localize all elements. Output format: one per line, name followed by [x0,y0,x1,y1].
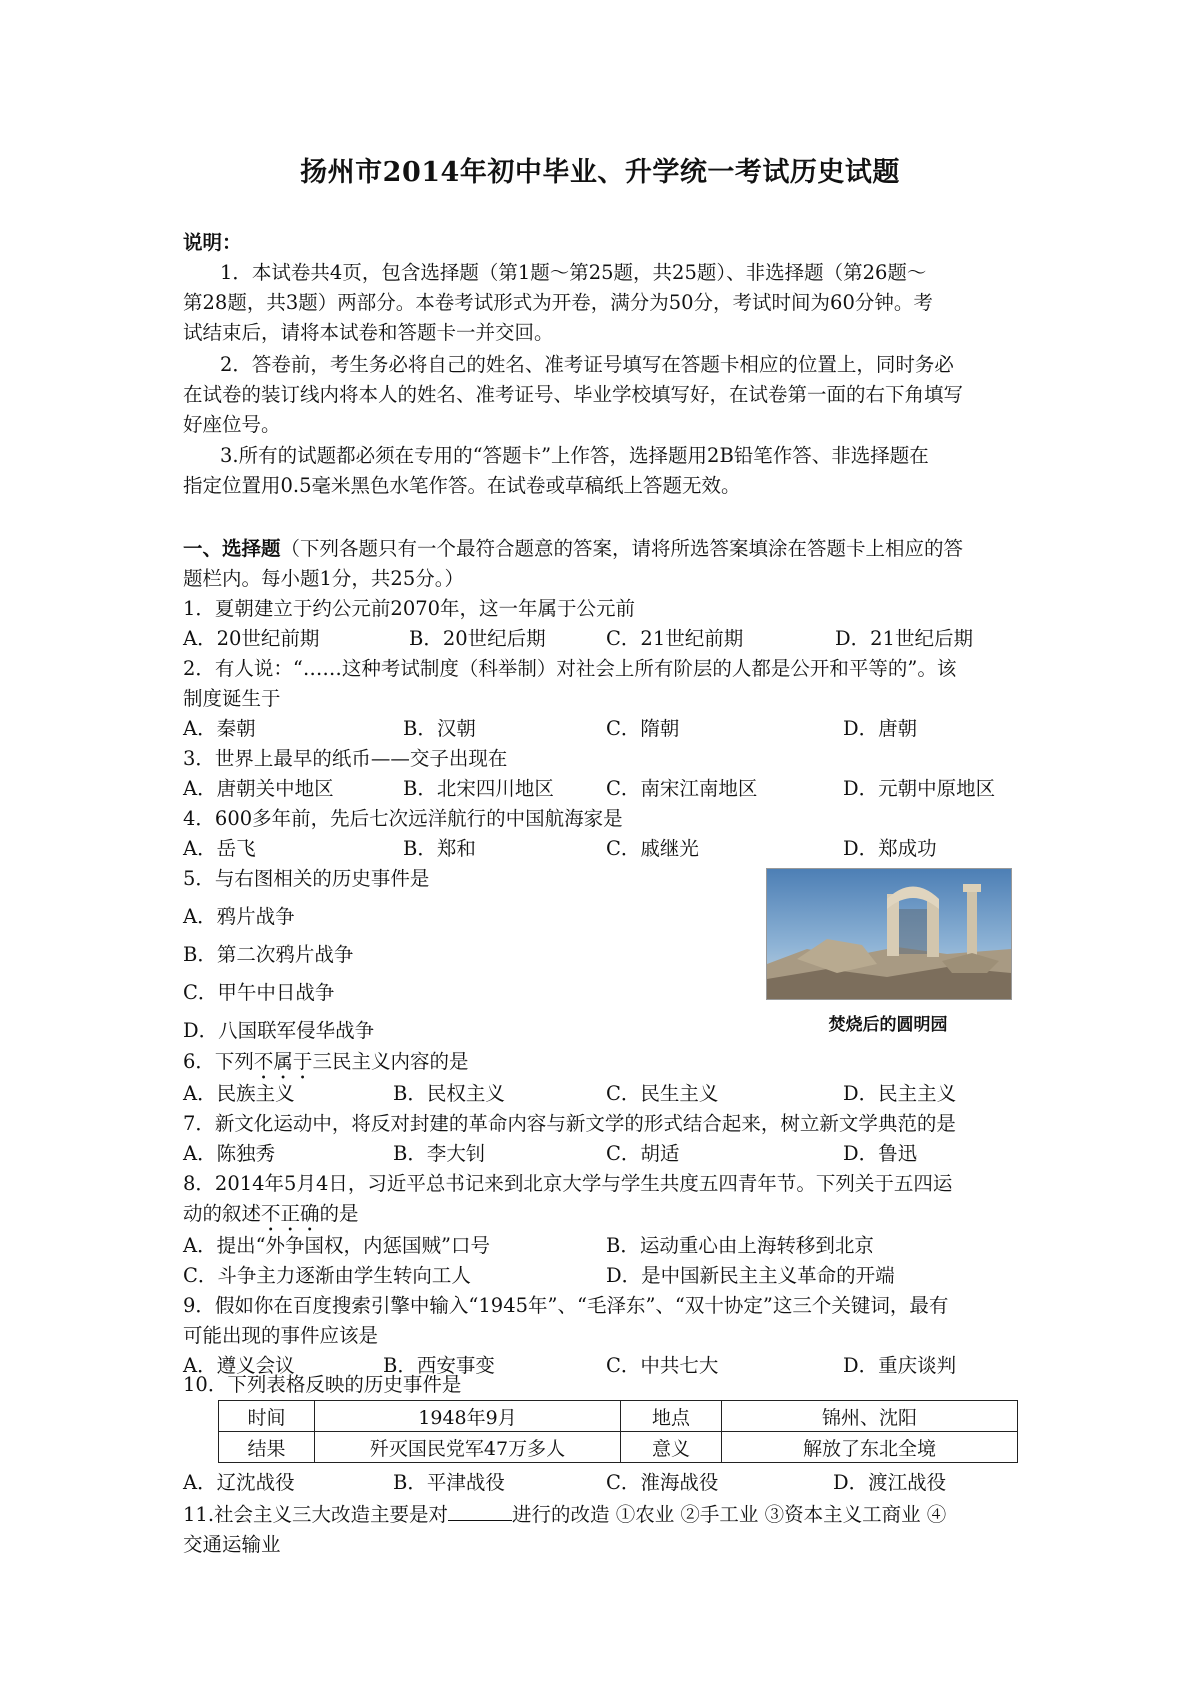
q8-stem-line1: 8．2014年5月4日，习近平总书记来到北京大学与学生共度五四青年节。下列关于五四运 [183,1172,953,1195]
answer-blank [448,1502,512,1521]
notes-p3-line2: 指定位置用0.5毫米黑色水笔作答。在试卷或草稿纸上答题无效。 [183,474,741,497]
q1-option-c: C．21世纪前期 [606,627,744,650]
q5-option-a: A．鸦片战争 [183,905,295,928]
q9-option-c: C．中共七大 [606,1354,719,1377]
q6-stem-prefix: 6．下列 [183,1050,254,1073]
q11-stem-prefix: 11.社会主义三大改造主要是对 [183,1503,449,1526]
table-row [219,1401,1018,1432]
notes-p3-line1: 3.所有的试题都必须在专用的“答题卡”上作答，选择题用2B铅笔作答、非选择题在 [220,444,929,467]
q9-option-a: A．遵义会议 [183,1354,295,1377]
notes-p2-line1: 2．答卷前，考生务必将自己的姓名、准考证号填写在答题卡相应的位置上，同时务必 [220,353,954,376]
q8-options-row2 [183,1261,1023,1291]
q5-option-b: B．第二次鸦片战争 [183,943,354,966]
q4-option-d: D．郑成功 [843,837,937,860]
q10-option-c: C．淮海战役 [606,1471,719,1494]
notes-p1-line2: 第28题，共3题）两部分。本卷考试形式为开卷，满分为50分，考试时间为60分钟。考 [183,291,933,314]
q8-option-c: C．斗争主力逐渐由学生转向工人 [183,1264,471,1287]
q2-option-d: D．唐朝 [843,717,918,740]
q5-option-d: D．八国联军侵华战争 [183,1019,375,1042]
section1-desc-line1: （下列各题只有一个最符合题意的答案，请将所选答案填涂在答题卡上相应的答 [280,537,964,560]
q6-option-d: D．民主主义 [843,1082,957,1105]
q10-option-d: D．渡江战役 [833,1471,947,1494]
q1-option-a: A．20世纪前期 [183,627,320,650]
q8-option-d: D．是中国新民主主义革命的开端 [606,1264,895,1287]
notes-heading: 说明： [183,231,242,254]
q4-option-a: A．岳飞 [183,837,256,860]
q3-options [183,774,1023,804]
q11-stem-line1 [183,1500,946,1530]
section1-header [183,534,963,564]
q9-option-d: D．重庆谈判 [843,1354,957,1377]
q2-options [183,714,1023,744]
q7-option-d: D．鲁迅 [843,1142,918,1165]
table-cell: 解放了东北全境 [722,1432,1018,1463]
q3-option-d: D．元朝中原地区 [843,777,996,800]
q10-options [183,1468,1023,1498]
q4-stem: 4．600多年前，先后七次远洋航行的中国航海家是 [183,807,623,830]
yuanmingyuan-ruins-image [766,868,1012,1000]
q5-image-caption: 焚烧后的圆明园 [828,1015,948,1035]
q3-option-c: C．南宋江南地区 [606,777,758,800]
q10-option-a: A．辽沈战役 [183,1471,295,1494]
table-cell: 时间 [219,1401,315,1432]
q9-stem-line2: 可能出现的事件应该是 [183,1324,379,1347]
q2-stem-line1: 2．有人说：“……这种考试制度（科举制）对社会上所有阶层的人都是公开和平等的”。该 [183,657,957,680]
table-cell: 1948年9月 [315,1401,621,1432]
page-title: 扬州市2014年初中毕业、升学统一考试历史试题 [300,157,900,188]
section1-heading: 一、选择题 [183,537,281,560]
q1-option-d: D．21世纪后期 [835,627,973,650]
notes-p1-line3: 试结束后，请将本试卷和答题卡一并交回。 [183,321,554,344]
q7-option-a: A．陈独秀 [183,1142,276,1165]
q4-option-c: C．戚继光 [606,837,699,860]
q1-options [183,624,1023,654]
q1-option-b: B．20世纪后期 [409,627,546,650]
table-row [219,1432,1018,1463]
notes-p2-line3: 好座位号。 [183,413,281,436]
q6-options [183,1079,1023,1109]
q6-stem-emphasis: 不属于 [253,1050,313,1073]
q7-option-c: C．胡适 [606,1142,680,1165]
q6-option-a: A．民族主义 [183,1082,295,1105]
q3-option-a: A．唐朝关中地区 [183,777,334,800]
q2-option-c: C．隋朝 [606,717,680,740]
q11-stem-suffix: 进行的改造 ①农业 ②手工业 ③资本主义工商业 ④ [512,1503,947,1526]
q5-option-c: C．甲午中日战争 [183,981,335,1004]
q2-option-a: A．秦朝 [183,717,256,740]
q9-stem-line1: 9．假如你在百度搜索引擎中输入“1945年”、“毛泽东”、“双十协定”这三个关键词，最有 [183,1294,949,1317]
notes-p2-line2: 在试卷的装订线内将本人的姓名、准考证号、毕业学校填写好，在试卷第一面的右下角填写 [183,383,964,406]
q4-option-b: B．郑和 [403,837,476,860]
q8-option-a: A．提出“外争国权，内惩国贼”口号 [183,1234,491,1257]
table-cell: 歼灭国民党军47万多人 [315,1432,621,1463]
q4-options [183,834,1023,864]
table-cell: 锦州、沈阳 [722,1401,1018,1432]
q8-stem-emphasis: 不正确 [261,1202,320,1225]
q6-option-c: C．民生主义 [606,1082,719,1105]
q3-stem: 3．世界上最早的纸币——交子出现在 [183,747,508,770]
q10-table [218,1400,1018,1463]
q6-option-b: B．民权主义 [393,1082,505,1105]
section1-desc-line2: 题栏内。每小题1分，共25分。） [183,567,464,590]
notes-p1-line1: 1．本试卷共4页，包含选择题（第1题～第25题，共25题）、非选择题（第26题～ [220,261,927,284]
q7-stem: 7．新文化运动中，将反对封建的革命内容与新文学的形式结合起来，树立新文学典范的是 [183,1112,956,1135]
q5-stem: 5．与右图相关的历史事件是 [183,867,430,890]
q1-stem: 1．夏朝建立于约公元前2070年，这一年属于公元前 [183,597,636,620]
q8-stem-prefix: 动的叙述 [183,1202,262,1225]
q10-stem: 10．下列表格反映的历史事件是 [183,1373,462,1396]
q3-option-b: B．北宋四川地区 [403,777,554,800]
q8-stem-suffix: 的是 [319,1202,359,1225]
q7-options [183,1139,1023,1169]
q9-option-b: B．西安事变 [383,1354,495,1377]
q7-option-b: B．李大钊 [393,1142,486,1165]
q10-option-b: B．平津战役 [393,1471,505,1494]
q2-option-b: B．汉朝 [403,717,476,740]
q6-stem-suffix: 三民主义内容的是 [312,1050,469,1073]
q2-stem-line2: 制度诞生于 [183,687,281,710]
table-cell: 地点 [621,1401,722,1432]
q11-stem-line2: 交通运输业 [183,1533,281,1556]
q8-option-b: B．运动重心由上海转移到北京 [606,1234,874,1257]
table-cell: 结果 [219,1432,315,1463]
q8-options-row1 [183,1231,1023,1261]
table-cell: 意义 [621,1432,722,1463]
